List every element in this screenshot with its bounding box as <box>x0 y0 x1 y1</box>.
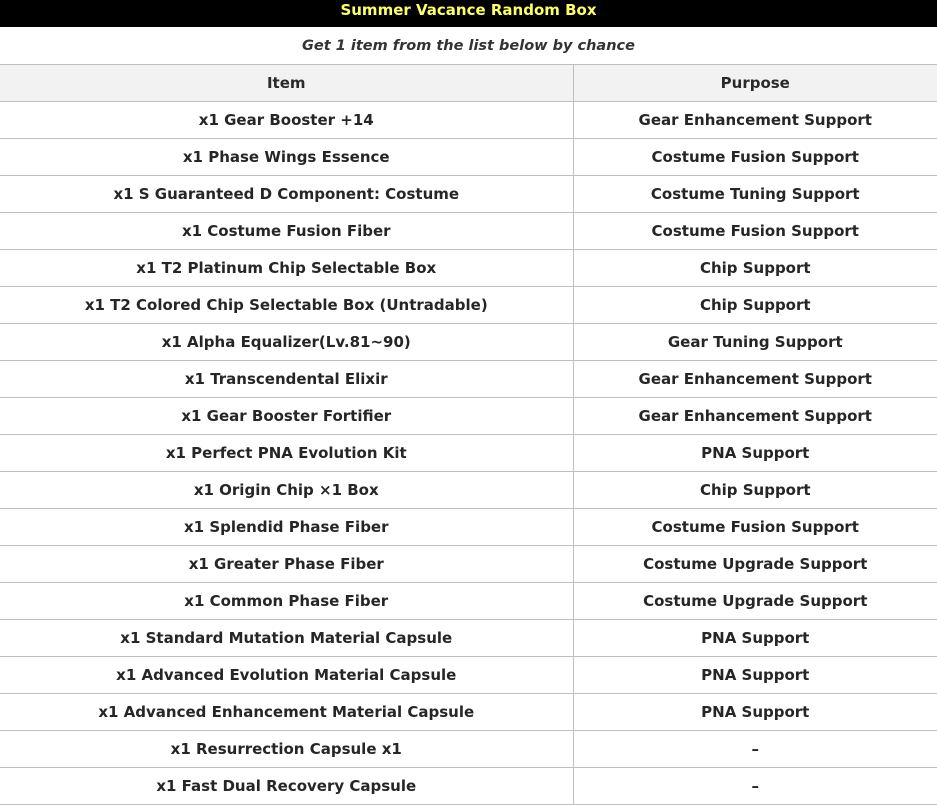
table-row <box>0 102 937 139</box>
item-cell: x1 Alpha Equalizer(Lv.81~90) <box>0 324 573 361</box>
table-row <box>0 287 937 324</box>
table-title: Summer Vacance Random Box <box>0 0 937 27</box>
table-row <box>0 324 937 361</box>
item-cell: x1 T2 Platinum Chip Selectable Box <box>0 250 573 287</box>
table-row <box>0 176 937 213</box>
purpose-cell: PNA Support <box>573 657 937 694</box>
items-table <box>0 65 937 805</box>
purpose-cell: Gear Enhancement Support <box>573 398 937 435</box>
table-row <box>0 509 937 546</box>
table-row <box>0 546 937 583</box>
item-cell: x1 Origin Chip ×1 Box <box>0 472 573 509</box>
item-cell: x1 Common Phase Fiber <box>0 583 573 620</box>
purpose-cell: Gear Tuning Support <box>573 324 937 361</box>
item-cell: x1 Advanced Enhancement Material Capsule <box>0 694 573 731</box>
purpose-cell: Costume Fusion Support <box>573 509 937 546</box>
item-cell: x1 Resurrection Capsule x1 <box>0 731 573 768</box>
table-row <box>0 435 937 472</box>
purpose-cell: Chip Support <box>573 287 937 324</box>
item-cell: x1 S Guaranteed D Component: Costume <box>0 176 573 213</box>
purpose-cell: – <box>573 731 937 768</box>
item-cell: x1 Gear Booster +14 <box>0 102 573 139</box>
table-row <box>0 583 937 620</box>
purpose-cell: PNA Support <box>573 620 937 657</box>
table-subtitle: Get 1 item from the list below by chance <box>0 27 937 65</box>
item-cell: x1 Costume Fusion Fiber <box>0 213 573 250</box>
purpose-cell: Chip Support <box>573 250 937 287</box>
purpose-cell: Costume Upgrade Support <box>573 546 937 583</box>
table-row <box>0 361 937 398</box>
table-row <box>0 731 937 768</box>
purpose-cell: PNA Support <box>573 435 937 472</box>
item-cell: x1 Phase Wings Essence <box>0 139 573 176</box>
item-cell: x1 Fast Dual Recovery Capsule <box>0 768 573 805</box>
table-row <box>0 620 937 657</box>
purpose-cell: PNA Support <box>573 694 937 731</box>
item-cell: x1 Gear Booster Fortifier <box>0 398 573 435</box>
table-row <box>0 398 937 435</box>
purpose-cell: Costume Fusion Support <box>573 213 937 250</box>
column-header-item: Item <box>0 65 573 102</box>
table-row <box>0 250 937 287</box>
purpose-cell: Costume Fusion Support <box>573 139 937 176</box>
purpose-cell: Chip Support <box>573 472 937 509</box>
item-cell: x1 T2 Colored Chip Selectable Box (Untradable) <box>0 287 573 324</box>
purpose-cell: Costume Upgrade Support <box>573 583 937 620</box>
table-header-row <box>0 65 937 102</box>
item-cell: x1 Advanced Evolution Material Capsule <box>0 657 573 694</box>
table-body <box>0 102 937 805</box>
purpose-cell: Costume Tuning Support <box>573 176 937 213</box>
table-row <box>0 213 937 250</box>
purpose-cell: Gear Enhancement Support <box>573 102 937 139</box>
table-row <box>0 768 937 805</box>
item-cell: x1 Standard Mutation Material Capsule <box>0 620 573 657</box>
table-row <box>0 657 937 694</box>
table-row <box>0 472 937 509</box>
table-row <box>0 139 937 176</box>
table-row <box>0 694 937 731</box>
item-cell: x1 Perfect PNA Evolution Kit <box>0 435 573 472</box>
column-header-purpose: Purpose <box>573 65 937 102</box>
purpose-cell: Gear Enhancement Support <box>573 361 937 398</box>
purpose-cell: – <box>573 768 937 805</box>
item-cell: x1 Splendid Phase Fiber <box>0 509 573 546</box>
item-cell: x1 Greater Phase Fiber <box>0 546 573 583</box>
item-cell: x1 Transcendental Elixir <box>0 361 573 398</box>
